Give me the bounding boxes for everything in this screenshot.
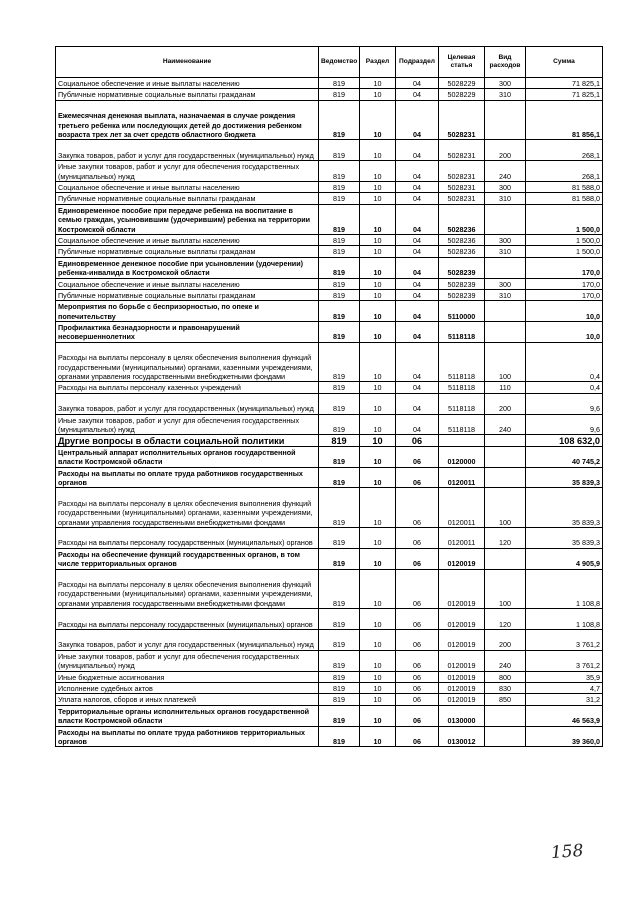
cell-dept: 819 <box>319 650 360 671</box>
cell-sum: 3 761,2 <box>526 630 603 651</box>
table-row <box>56 100 603 140</box>
table-body <box>56 78 603 747</box>
cell-name: Единовременное пособие при передаче ребенка на воспитание в семью граждан, усыновившим (удочерившим) ребенка на территории Костромской области <box>56 204 319 234</box>
cell-subsection: 04 <box>396 140 439 161</box>
cell-exptype <box>485 257 526 278</box>
cell-name: Закупка товаров, работ и услуг для государственных (муниципальных) нужд <box>56 393 319 414</box>
cell-exptype: 240 <box>485 650 526 671</box>
table-row <box>56 322 603 343</box>
cell-target: 5028231 <box>439 193 485 204</box>
cell-dept: 819 <box>319 435 360 446</box>
cell-name: Публичные нормативные социальные выплаты гражданам <box>56 89 319 100</box>
cell-subsection: 06 <box>396 671 439 682</box>
cell-exptype <box>485 301 526 322</box>
cell-target <box>439 435 485 446</box>
table-row <box>56 650 603 671</box>
table-row <box>56 278 603 289</box>
cell-dept: 819 <box>319 393 360 414</box>
cell-section: 10 <box>360 382 396 393</box>
cell-exptype: 100 <box>485 569 526 609</box>
cell-name: Публичные нормативные социальные выплаты гражданам <box>56 289 319 300</box>
cell-section: 10 <box>360 89 396 100</box>
cell-sum: 81 588,0 <box>526 181 603 192</box>
cell-sum: 4,7 <box>526 683 603 694</box>
cell-subsection: 04 <box>396 278 439 289</box>
table-row <box>56 301 603 322</box>
table-row <box>56 181 603 192</box>
cell-sum: 0,4 <box>526 342 603 382</box>
cell-dept: 819 <box>319 694 360 705</box>
cell-section: 10 <box>360 140 396 161</box>
cell-exptype <box>485 726 526 747</box>
table-row <box>56 694 603 705</box>
cell-dept: 819 <box>319 193 360 204</box>
cell-exptype: 300 <box>485 181 526 192</box>
cell-section: 10 <box>360 705 396 726</box>
cell-dept: 819 <box>319 161 360 182</box>
cell-target: 5118118 <box>439 342 485 382</box>
header-target: Целевая статья <box>439 47 485 78</box>
cell-section: 10 <box>360 446 396 467</box>
cell-section: 10 <box>360 278 396 289</box>
header-sum: Сумма <box>526 47 603 78</box>
cell-target: 5028231 <box>439 140 485 161</box>
cell-exptype: 200 <box>485 140 526 161</box>
cell-section: 10 <box>360 414 396 435</box>
cell-dept: 819 <box>319 446 360 467</box>
cell-sum: 71 825,1 <box>526 78 603 89</box>
cell-target: 5118118 <box>439 393 485 414</box>
cell-dept: 819 <box>319 609 360 630</box>
table-row <box>56 193 603 204</box>
cell-sum: 35 839,3 <box>526 528 603 549</box>
table-row <box>56 467 603 488</box>
cell-name: Расходы на выплаты персоналу государственных (муниципальных) органов <box>56 609 319 630</box>
cell-section: 10 <box>360 181 396 192</box>
cell-target: 5110000 <box>439 301 485 322</box>
cell-name: Расходы на выплаты по оплате труда работников территориальных органов <box>56 726 319 747</box>
cell-sum: 1 500,0 <box>526 204 603 234</box>
cell-sum: 46 563,9 <box>526 705 603 726</box>
table-row <box>56 246 603 257</box>
cell-target: 5028236 <box>439 234 485 245</box>
cell-exptype: 300 <box>485 278 526 289</box>
cell-target: 5028239 <box>439 289 485 300</box>
table-row <box>56 342 603 382</box>
cell-target: 5028229 <box>439 89 485 100</box>
cell-dept: 819 <box>319 181 360 192</box>
cell-sum: 1 500,0 <box>526 246 603 257</box>
cell-name: Профилактика безнадзорности и правонарушений несовершеннолетних <box>56 322 319 343</box>
cell-section: 10 <box>360 467 396 488</box>
cell-section: 10 <box>360 257 396 278</box>
header-dept: Ведомство <box>319 47 360 78</box>
cell-exptype: 300 <box>485 78 526 89</box>
cell-exptype: 240 <box>485 414 526 435</box>
cell-section: 10 <box>360 488 396 528</box>
cell-subsection: 04 <box>396 301 439 322</box>
cell-sum: 1 108,8 <box>526 569 603 609</box>
cell-dept: 819 <box>319 322 360 343</box>
cell-sum: 1 500,0 <box>526 234 603 245</box>
cell-name: Социальное обеспечение и иные выплаты населению <box>56 78 319 89</box>
cell-subsection: 04 <box>396 234 439 245</box>
cell-sum: 35 839,3 <box>526 488 603 528</box>
table-row <box>56 726 603 747</box>
cell-exptype: 310 <box>485 89 526 100</box>
cell-section: 10 <box>360 234 396 245</box>
cell-name: Единовременное денежное пособие при усыновлении (удочерении) ребенка-инвалида в Костромской области <box>56 257 319 278</box>
cell-subsection: 06 <box>396 609 439 630</box>
cell-section: 10 <box>360 342 396 382</box>
cell-subsection: 06 <box>396 630 439 651</box>
cell-target: 0120019 <box>439 683 485 694</box>
cell-name: Другие вопросы в области социальной политики <box>56 435 319 446</box>
cell-subsection: 04 <box>396 78 439 89</box>
cell-subsection: 06 <box>396 528 439 549</box>
table-row <box>56 488 603 528</box>
cell-name: Иные бюджетные ассигнования <box>56 671 319 682</box>
cell-sum: 9,6 <box>526 393 603 414</box>
table-row <box>56 140 603 161</box>
cell-dept: 819 <box>319 100 360 140</box>
cell-exptype: 850 <box>485 694 526 705</box>
cell-sum: 0,4 <box>526 382 603 393</box>
cell-subsection: 04 <box>396 204 439 234</box>
table-row <box>56 234 603 245</box>
cell-name: Иные закупки товаров, работ и услуг для обеспечения государственных (муниципальных) нужд <box>56 414 319 435</box>
cell-target: 0120019 <box>439 630 485 651</box>
cell-subsection: 04 <box>396 257 439 278</box>
cell-target: 0120019 <box>439 569 485 609</box>
cell-sum: 81 588,0 <box>526 193 603 204</box>
cell-target: 5028229 <box>439 78 485 89</box>
cell-section: 10 <box>360 609 396 630</box>
cell-section: 10 <box>360 694 396 705</box>
cell-section: 10 <box>360 569 396 609</box>
cell-subsection: 04 <box>396 414 439 435</box>
cell-name: Центральный аппарат исполнительных органов государственной власти Костромской области <box>56 446 319 467</box>
cell-target: 5028236 <box>439 204 485 234</box>
cell-name: Исполнение судебных актов <box>56 683 319 694</box>
cell-sum: 31,2 <box>526 694 603 705</box>
table-row <box>56 204 603 234</box>
cell-sum: 3 761,2 <box>526 650 603 671</box>
cell-name: Расходы на выплаты по оплате труда работников государственных органов <box>56 467 319 488</box>
cell-sum: 81 856,1 <box>526 100 603 140</box>
cell-name: Закупка товаров, работ и услуг для государственных (муниципальных) нужд <box>56 140 319 161</box>
header-subsection: Подраздел <box>396 47 439 78</box>
cell-exptype: 830 <box>485 683 526 694</box>
cell-name: Социальное обеспечение и иные выплаты населению <box>56 234 319 245</box>
cell-exptype: 120 <box>485 528 526 549</box>
cell-target: 0130012 <box>439 726 485 747</box>
cell-section: 10 <box>360 630 396 651</box>
cell-sum: 268,1 <box>526 140 603 161</box>
cell-section: 10 <box>360 301 396 322</box>
cell-target: 5118118 <box>439 322 485 343</box>
cell-name: Уплата налогов, сборов и иных платежей <box>56 694 319 705</box>
cell-exptype: 110 <box>485 382 526 393</box>
cell-dept: 819 <box>319 414 360 435</box>
table-row <box>56 683 603 694</box>
cell-target: 5118118 <box>439 414 485 435</box>
header-section: Раздел <box>360 47 396 78</box>
table-row <box>56 161 603 182</box>
cell-exptype: 310 <box>485 193 526 204</box>
table-row <box>56 289 603 300</box>
table-row <box>56 446 603 467</box>
cell-subsection: 04 <box>396 193 439 204</box>
cell-dept: 819 <box>319 89 360 100</box>
cell-dept: 819 <box>319 78 360 89</box>
cell-target: 5028239 <box>439 278 485 289</box>
cell-section: 10 <box>360 671 396 682</box>
cell-exptype: 100 <box>485 342 526 382</box>
table-row <box>56 257 603 278</box>
cell-target: 0120011 <box>439 528 485 549</box>
cell-subsection: 06 <box>396 683 439 694</box>
cell-section: 10 <box>360 528 396 549</box>
cell-exptype <box>485 548 526 569</box>
table-row <box>56 393 603 414</box>
cell-name: Иные закупки товаров, работ и услуг для обеспечения государственных (муниципальных) нужд <box>56 161 319 182</box>
cell-section: 10 <box>360 393 396 414</box>
cell-dept: 819 <box>319 140 360 161</box>
cell-dept: 819 <box>319 467 360 488</box>
cell-subsection: 06 <box>396 488 439 528</box>
cell-sum: 35,9 <box>526 671 603 682</box>
cell-section: 10 <box>360 683 396 694</box>
cell-name: Расходы на выплаты персоналу в целях обеспечения выполнения функций государственными (муниципальными) органами, казенными учреждениями, органами управления государственными внебюджетными фондами <box>56 342 319 382</box>
cell-subsection: 04 <box>396 289 439 300</box>
cell-subsection: 06 <box>396 548 439 569</box>
cell-exptype: 200 <box>485 630 526 651</box>
cell-subsection: 06 <box>396 694 439 705</box>
cell-dept: 819 <box>319 204 360 234</box>
table-row <box>56 671 603 682</box>
cell-subsection: 06 <box>396 446 439 467</box>
cell-section: 10 <box>360 246 396 257</box>
cell-name: Закупка товаров, работ и услуг для государственных (муниципальных) нужд <box>56 630 319 651</box>
cell-dept: 819 <box>319 528 360 549</box>
cell-section: 10 <box>360 193 396 204</box>
cell-section: 10 <box>360 161 396 182</box>
cell-target: 0120019 <box>439 548 485 569</box>
cell-dept: 819 <box>319 382 360 393</box>
cell-dept: 819 <box>319 246 360 257</box>
cell-dept: 819 <box>319 548 360 569</box>
table-row <box>56 435 603 446</box>
cell-sum: 9,6 <box>526 414 603 435</box>
cell-dept: 819 <box>319 726 360 747</box>
cell-subsection: 04 <box>396 322 439 343</box>
cell-subsection: 04 <box>396 342 439 382</box>
cell-section: 10 <box>360 726 396 747</box>
cell-target: 5028231 <box>439 181 485 192</box>
cell-exptype <box>485 322 526 343</box>
cell-name: Расходы на выплаты персоналу в целях обеспечения выполнения функций государственными (муниципальными) органами, казенными учреждениями, органами управления государственными внебюджетными фондами <box>56 569 319 609</box>
cell-target: 5118118 <box>439 382 485 393</box>
cell-sum: 71 825,1 <box>526 89 603 100</box>
cell-dept: 819 <box>319 289 360 300</box>
cell-subsection: 06 <box>396 726 439 747</box>
cell-sum: 35 839,3 <box>526 467 603 488</box>
table-row <box>56 548 603 569</box>
cell-exptype <box>485 435 526 446</box>
cell-dept: 819 <box>319 234 360 245</box>
cell-target: 0120019 <box>439 609 485 630</box>
cell-subsection: 06 <box>396 705 439 726</box>
table-row <box>56 705 603 726</box>
cell-subsection: 04 <box>396 100 439 140</box>
table-row <box>56 78 603 89</box>
table-row <box>56 630 603 651</box>
cell-sum: 170,0 <box>526 257 603 278</box>
cell-name: Расходы на выплаты персоналу в целях обеспечения выполнения функций государственными (муниципальными) органами, казенными учреждениями, органами управления государственными внебюджетными фондами <box>56 488 319 528</box>
cell-dept: 819 <box>319 257 360 278</box>
cell-sum: 108 632,0 <box>526 435 603 446</box>
cell-name: Расходы на выплаты персоналу государственных (муниципальных) органов <box>56 528 319 549</box>
cell-target: 0120000 <box>439 446 485 467</box>
cell-target: 0120019 <box>439 650 485 671</box>
cell-sum: 4 905,9 <box>526 548 603 569</box>
cell-subsection: 04 <box>396 382 439 393</box>
cell-dept: 819 <box>319 342 360 382</box>
header-exptype: Вид расходов <box>485 47 526 78</box>
cell-name: Публичные нормативные социальные выплаты гражданам <box>56 193 319 204</box>
cell-sum: 170,0 <box>526 278 603 289</box>
cell-dept: 819 <box>319 683 360 694</box>
cell-name: Иные закупки товаров, работ и услуг для обеспечения государственных (муниципальных) нужд <box>56 650 319 671</box>
cell-dept: 819 <box>319 671 360 682</box>
budget-table <box>55 46 603 747</box>
cell-sum: 40 745,2 <box>526 446 603 467</box>
cell-name: Расходы на обеспечение функций государственных органов, в том числе территориальных органов <box>56 548 319 569</box>
cell-exptype: 200 <box>485 393 526 414</box>
cell-name: Территориальные органы исполнительных органов государственной власти Костромской области <box>56 705 319 726</box>
cell-section: 10 <box>360 650 396 671</box>
cell-target: 5028236 <box>439 246 485 257</box>
cell-sum: 10,0 <box>526 322 603 343</box>
table-row <box>56 382 603 393</box>
table-row <box>56 609 603 630</box>
cell-exptype <box>485 100 526 140</box>
cell-subsection: 04 <box>396 393 439 414</box>
table-row <box>56 89 603 100</box>
cell-section: 10 <box>360 289 396 300</box>
cell-subsection: 04 <box>396 181 439 192</box>
cell-exptype <box>485 467 526 488</box>
cell-sum: 268,1 <box>526 161 603 182</box>
cell-exptype: 240 <box>485 161 526 182</box>
cell-subsection: 04 <box>396 161 439 182</box>
cell-section: 10 <box>360 322 396 343</box>
cell-dept: 819 <box>319 705 360 726</box>
cell-subsection: 06 <box>396 467 439 488</box>
budget-table-sheet <box>55 46 602 747</box>
cell-target: 0120011 <box>439 488 485 528</box>
cell-dept: 819 <box>319 301 360 322</box>
cell-name: Расходы на выплаты персоналу казенных учреждений <box>56 382 319 393</box>
cell-exptype: 310 <box>485 246 526 257</box>
cell-target: 0130000 <box>439 705 485 726</box>
page-number: 158 <box>550 840 585 864</box>
cell-exptype: 120 <box>485 609 526 630</box>
cell-exptype <box>485 446 526 467</box>
cell-sum: 39 360,0 <box>526 726 603 747</box>
cell-dept: 819 <box>319 630 360 651</box>
cell-sum: 10,0 <box>526 301 603 322</box>
cell-target: 5028231 <box>439 100 485 140</box>
cell-target: 0120019 <box>439 671 485 682</box>
table-header-row <box>56 47 603 78</box>
cell-section: 10 <box>360 78 396 89</box>
cell-exptype <box>485 204 526 234</box>
header-name: Наименование <box>56 47 319 78</box>
cell-exptype <box>485 705 526 726</box>
cell-dept: 819 <box>319 488 360 528</box>
cell-name: Мероприятия по борьбе с беспризорностью, по опеке и попечительству <box>56 301 319 322</box>
cell-target: 0120011 <box>439 467 485 488</box>
cell-subsection: 06 <box>396 650 439 671</box>
cell-sum: 1 108,8 <box>526 609 603 630</box>
cell-target: 0120019 <box>439 694 485 705</box>
cell-exptype: 100 <box>485 488 526 528</box>
cell-subsection: 06 <box>396 435 439 446</box>
cell-subsection: 04 <box>396 89 439 100</box>
cell-sum: 170,0 <box>526 289 603 300</box>
cell-section: 10 <box>360 435 396 446</box>
cell-dept: 819 <box>319 569 360 609</box>
cell-dept: 819 <box>319 278 360 289</box>
cell-name: Социальное обеспечение и иные выплаты населению <box>56 278 319 289</box>
cell-exptype: 300 <box>485 234 526 245</box>
cell-exptype: 310 <box>485 289 526 300</box>
cell-exptype: 800 <box>485 671 526 682</box>
table-row <box>56 569 603 609</box>
cell-subsection: 06 <box>396 569 439 609</box>
cell-section: 10 <box>360 100 396 140</box>
cell-target: 5028239 <box>439 257 485 278</box>
cell-name: Социальное обеспечение и иные выплаты населению <box>56 181 319 192</box>
table-row <box>56 528 603 549</box>
cell-target: 5028231 <box>439 161 485 182</box>
cell-section: 10 <box>360 204 396 234</box>
cell-name: Ежемесячная денежная выплата, назначаемая в случае рождения третьего ребенка или последующих детей до достижения ребенком возраста трех лет за счет средств областного бюджета <box>56 100 319 140</box>
table-row <box>56 414 603 435</box>
cell-name: Публичные нормативные социальные выплаты гражданам <box>56 246 319 257</box>
cell-section: 10 <box>360 548 396 569</box>
cell-subsection: 04 <box>396 246 439 257</box>
